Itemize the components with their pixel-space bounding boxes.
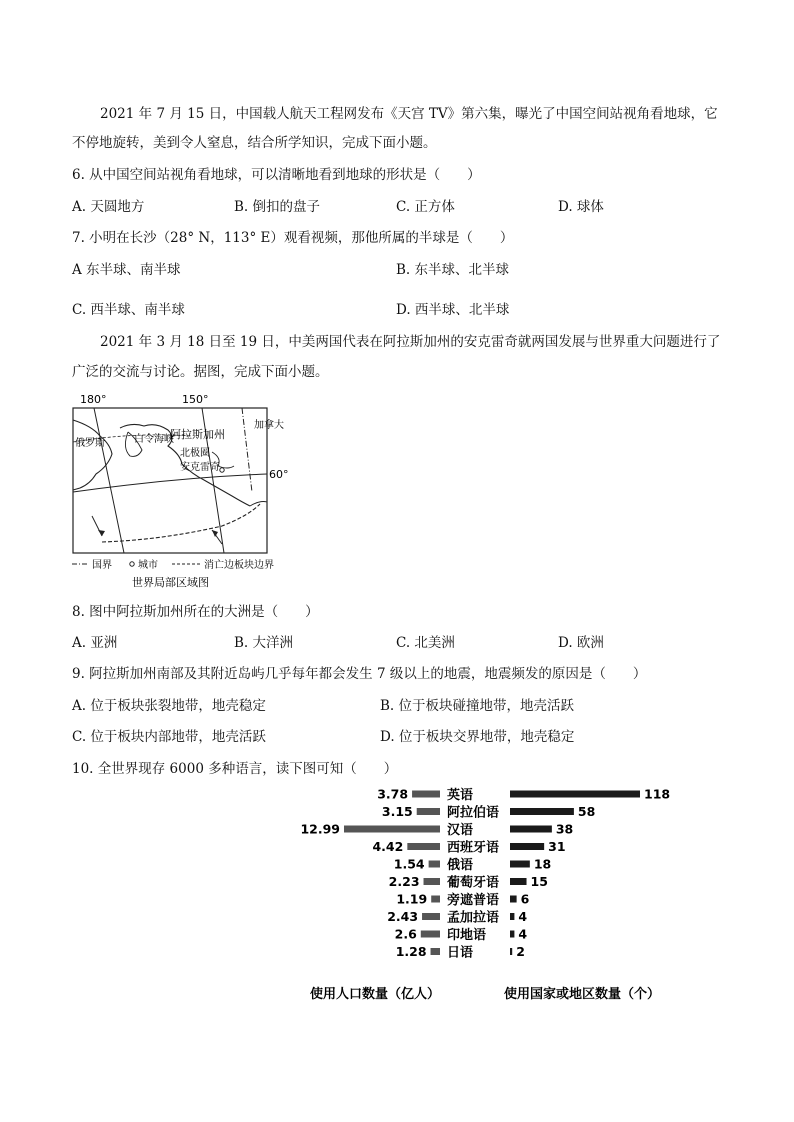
q9-stem: 9. 阿拉斯加州南部及其附近岛屿几乎每年都会发生 7 级以上的地震，地震频发的原因是（ ） — [72, 666, 647, 682]
language-label: 俄语 — [447, 858, 474, 873]
population-bar — [417, 808, 440, 815]
country-count-label: 31 — [548, 839, 566, 854]
country-count-bar — [510, 878, 527, 885]
population-bar — [424, 878, 440, 885]
country-count-bar — [510, 948, 512, 955]
population-bar — [431, 948, 440, 955]
country-count-label: 18 — [533, 856, 552, 872]
population-value-label: 1.28 — [395, 944, 427, 959]
language-label: 印地语 — [447, 928, 487, 943]
anchorage-city-dot — [220, 468, 224, 472]
intro1-line2: 不停地旋转，美到令人窒息，结合所学知识，完成下面小题。 — [72, 135, 437, 151]
language-chart — [300, 784, 680, 1004]
canada-border — [242, 408, 252, 492]
canada-label: 加拿大 — [254, 420, 284, 431]
country-count-label: 15 — [530, 874, 548, 889]
strait-label: 白令海峡 — [134, 434, 174, 445]
q9-option-a[interactable]: A. 位于板块张裂地带，地壳稳定 — [72, 698, 266, 714]
language-label: 西班牙语 — [447, 840, 500, 856]
population-bar — [344, 826, 440, 833]
population-bar — [431, 896, 440, 903]
parallel-60n — [73, 474, 267, 492]
russia-label: 俄罗斯 — [75, 438, 105, 449]
world-region-map — [72, 392, 292, 592]
plate-arrow-1-head — [98, 530, 105, 536]
q8-stem: 8. 图中阿拉斯加州所在的大洲是（ ） — [72, 604, 319, 620]
q8-option-b[interactable]: B. 大洋洲 — [234, 635, 294, 651]
intro2-line1: 2021 年 3 月 18 日至 19 日，中美两国代表在阿拉斯加州的安克雷奇就两国发展与世界重大问题进行了 — [100, 334, 721, 350]
population-bar — [422, 913, 440, 920]
q7-option-c[interactable]: C. 西半球、南半球 — [72, 302, 185, 318]
country-count-label: 38 — [555, 821, 574, 837]
q6-option-a[interactable]: A. 天圆地方 — [72, 199, 145, 215]
q7-option-d[interactable]: D. 西半球、北半球 — [396, 302, 510, 318]
country-count-bar — [510, 791, 640, 798]
country-count-label: 4 — [518, 909, 528, 924]
population-bar — [412, 791, 440, 798]
population-value-label: 4.42 — [372, 839, 404, 854]
population-value-label: 3.15 — [381, 804, 413, 819]
q9-option-d[interactable]: D. 位于板块交界地带，地壳稳定 — [380, 729, 575, 745]
alaska-label: 阿拉斯加州 — [170, 428, 225, 441]
left-axis-label: 使用人口数量（亿人） — [309, 987, 440, 1002]
language-label: 日语 — [447, 945, 474, 961]
country-count-bar — [510, 896, 517, 903]
country-count-label: 118 — [644, 786, 671, 802]
q6-option-d[interactable]: D. 球体 — [558, 199, 604, 215]
population-value-label: 3.78 — [377, 786, 409, 802]
country-count-bar — [510, 843, 544, 850]
intro2-line2: 广泛的交流与讨论。据图，完成下面小题。 — [72, 364, 329, 380]
country-count-label: 2 — [516, 944, 525, 959]
country-count-bar — [510, 861, 530, 868]
plate-boundary — [102, 504, 260, 542]
q7-option-a[interactable]: A 东半球、南半球 — [72, 262, 181, 278]
country-count-bar — [510, 826, 552, 833]
anchorage-label: 安克雷奇 — [180, 462, 220, 473]
q8-option-d[interactable]: D. 欧洲 — [558, 635, 604, 651]
country-count-label: 58 — [577, 804, 596, 819]
q6-option-b[interactable]: B. 倒扣的盘子 — [234, 199, 321, 215]
legend-border-label: 国界 — [92, 560, 112, 571]
population-bar — [429, 861, 440, 868]
lon-180-label: 180° — [80, 393, 107, 406]
meridian-180 — [94, 408, 124, 553]
population-bar — [407, 843, 440, 850]
lon-150-label: 150° — [182, 393, 209, 406]
q8-option-c[interactable]: C. 北美洲 — [396, 635, 455, 651]
language-label: 孟加拉语 — [447, 910, 500, 926]
q10-stem: 10. 全世界现存 6000 多种语言，读下图可知（ ） — [72, 761, 398, 777]
legend-city-symbol — [130, 562, 134, 566]
population-bar — [421, 931, 440, 938]
lat-60-label: 60° — [269, 468, 289, 481]
language-label: 英语 — [447, 788, 474, 803]
population-value-label: 2.23 — [388, 874, 420, 889]
q8-option-a[interactable]: A. 亚洲 — [72, 635, 118, 651]
language-label: 旁遮普语 — [447, 893, 500, 908]
country-count-label: 6 — [520, 891, 530, 907]
q9-option-c[interactable]: C. 位于板块内部地带，地壳活跃 — [72, 729, 266, 745]
population-value-label: 1.54 — [393, 856, 425, 872]
q6-stem: 6. 从中国空间站视角看地球，可以清晰地看到地球的形状是（ ） — [72, 167, 481, 183]
q7-option-b[interactable]: B. 东半球、北半球 — [396, 262, 510, 278]
legend-city-label: 城市 — [138, 560, 158, 571]
language-label: 汉语 — [447, 823, 474, 838]
q7-stem: 7. 小明在长沙（28° N，113° E）观看视频，那他所属的半球是（ ） — [72, 230, 514, 246]
right-axis-label: 使用国家或地区数量（个） — [504, 987, 661, 1002]
language-label: 阿拉伯语 — [447, 805, 500, 821]
language-label: 葡萄牙语 — [447, 875, 500, 891]
arctic-label: 北极圈 — [180, 448, 210, 459]
legend-plate-label: 消亡边板块边界 — [204, 560, 274, 571]
population-value-label: 12.99 — [300, 821, 340, 837]
q9-option-b[interactable]: B. 位于板块碰撞地带，地壳活跃 — [380, 698, 575, 714]
country-count-label: 4 — [518, 926, 528, 942]
population-value-label: 2.43 — [387, 909, 419, 924]
country-count-bar — [510, 913, 514, 920]
population-value-label: 2.6 — [394, 926, 417, 942]
country-count-bar — [510, 808, 574, 815]
map-caption: 世界局部区域图 — [132, 576, 209, 589]
q6-option-c[interactable]: C. 正方体 — [396, 199, 455, 215]
population-value-label: 1.19 — [396, 891, 428, 907]
country-count-bar — [510, 931, 514, 938]
russia-coast — [73, 420, 112, 490]
plate-arrow-2-head — [212, 530, 218, 537]
intro1-line1: 2021 年 7 月 15 日，中国载人航天工程网发布《天宫 TV》第六集，曝光了中国空间站视角看地球，它 — [100, 106, 718, 122]
